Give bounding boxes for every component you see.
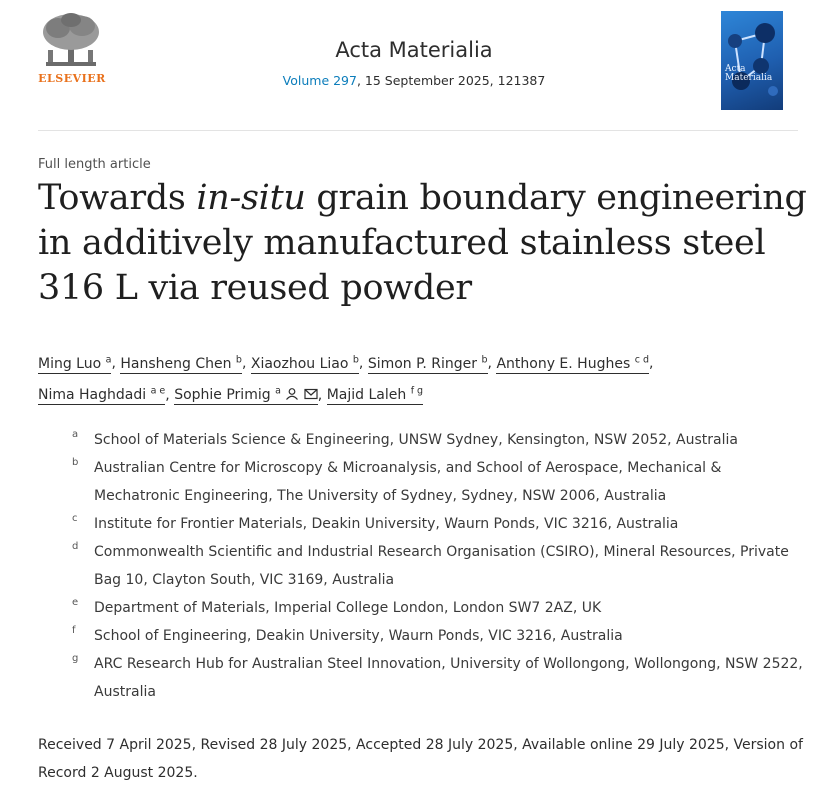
affiliation-list [72, 426, 812, 706]
journal-meta [200, 73, 628, 88]
author-name: Majid Laleh [326, 387, 407, 404]
affiliation-item [72, 454, 812, 510]
affiliation-label: g [72, 653, 79, 664]
envelope-icon[interactable] [304, 388, 318, 400]
affiliation-label: a [72, 429, 79, 440]
affiliation-label: f [72, 625, 76, 636]
author-affil-sup: b [235, 354, 242, 365]
affiliation-item [72, 594, 812, 622]
journal-cover[interactable] [721, 11, 783, 110]
author-link[interactable] [251, 356, 359, 374]
author-name: Sophie Primig [174, 387, 271, 404]
header-divider [38, 130, 798, 131]
affiliation-label: e [72, 597, 79, 608]
author-affil-sup: a [275, 385, 281, 397]
affiliation-label: c [72, 513, 78, 524]
author-affil-sup: b [481, 354, 488, 365]
author-name: Anthony E. Hughes [496, 355, 631, 372]
affiliation-label: d [72, 541, 79, 552]
title-part-2: grain boundary engineering in additively manufactured stainless steel 316 L via reused powder [38, 178, 807, 308]
affiliation-item [72, 538, 812, 594]
person-icon [285, 388, 299, 400]
publisher-name: ELSEVIER [38, 72, 106, 85]
article-title [38, 176, 808, 311]
affiliation-text: ARC Research Hub for Australian Steel Innovation, University of Wollongong, Wollongong, NSW 2522, Australia [94, 656, 803, 700]
title-italic: in-situ [196, 178, 306, 218]
cover-title: Acta Materialia [725, 64, 773, 83]
author-affil-sup: a [105, 354, 112, 365]
tree-logo-icon [36, 10, 106, 70]
affiliation-item [72, 650, 812, 706]
author-affil-sup: f g [410, 385, 424, 397]
author-link[interactable] [368, 356, 488, 374]
affiliation-item [72, 510, 812, 538]
publication-dates: Received 7 April 2025, Revised 28 July 2025, Accepted 28 July 2025, Available online 29 July 2025, Version of Record 2 August 2025. [38, 737, 803, 781]
author-list: Ming Luo $^a$, Hansheng Chen $^b$, Xiaozhou Liao $^b$, Simon P. Ringer $^b$, Anthony E. Hughes $^{c d}$, Nima Haghdadi $^{a e}$, Sophie Primig $^a$ , Majid Laleh $^{f g}$ [38, 354, 654, 404]
affiliation-text: Australian Centre for Microscopy & Microanalysis, and School of Aerospace, Mechanical & Mechatronic Engineering, The University of Sydney, Sydney, NSW 2006, Australia [94, 460, 722, 504]
article-type: Full length article [38, 157, 151, 172]
affiliation-item [72, 622, 812, 650]
author-affil-sup: a e [150, 385, 166, 397]
affiliation-text: Department of Materials, Imperial College London, London SW7 2AZ, UK [94, 600, 602, 616]
author-name: Hansheng Chen [120, 355, 232, 372]
journal-title[interactable]: Acta Materialia [335, 38, 493, 62]
author-affil-sup: c d [634, 354, 649, 365]
issue-info: , 15 September 2025, 121387 [356, 73, 546, 88]
author-link[interactable] [174, 387, 318, 405]
volume-link[interactable]: Volume 297 [282, 73, 357, 88]
affiliation-item [72, 426, 812, 454]
affiliation-text: School of Engineering, Deakin University, Waurn Ponds, VIC 3216, Australia [94, 628, 623, 644]
author-name: Nima Haghdadi [38, 387, 147, 404]
affiliation-text: School of Materials Science & Engineering, UNSW Sydney, Kensington, NSW 2052, Australia [94, 432, 738, 448]
author-link[interactable] [120, 356, 242, 374]
author-name: Ming Luo [38, 355, 102, 372]
author-name: Xiaozhou Liao [250, 355, 349, 372]
author-affil-sup: b [352, 354, 359, 365]
title-part-1: Towards [38, 178, 197, 218]
molecule-graphic [721, 11, 783, 110]
author-name: Simon P. Ringer [367, 355, 478, 372]
author-link[interactable] [327, 387, 423, 405]
author-link[interactable] [38, 356, 111, 374]
affiliation-text: Commonwealth Scientific and Industrial Research Organisation (CSIRO), Mineral Resources, Private Bag 10, Clayton South, VIC 3169, Australia [94, 544, 789, 588]
elsevier-logo[interactable] [36, 10, 108, 88]
author-link[interactable] [496, 356, 649, 374]
affiliation-text: Institute for Frontier Materials, Deakin University, Waurn Ponds, VIC 3216, Australia [94, 516, 679, 532]
author-link[interactable] [38, 387, 165, 405]
affiliation-label: b [72, 457, 79, 468]
